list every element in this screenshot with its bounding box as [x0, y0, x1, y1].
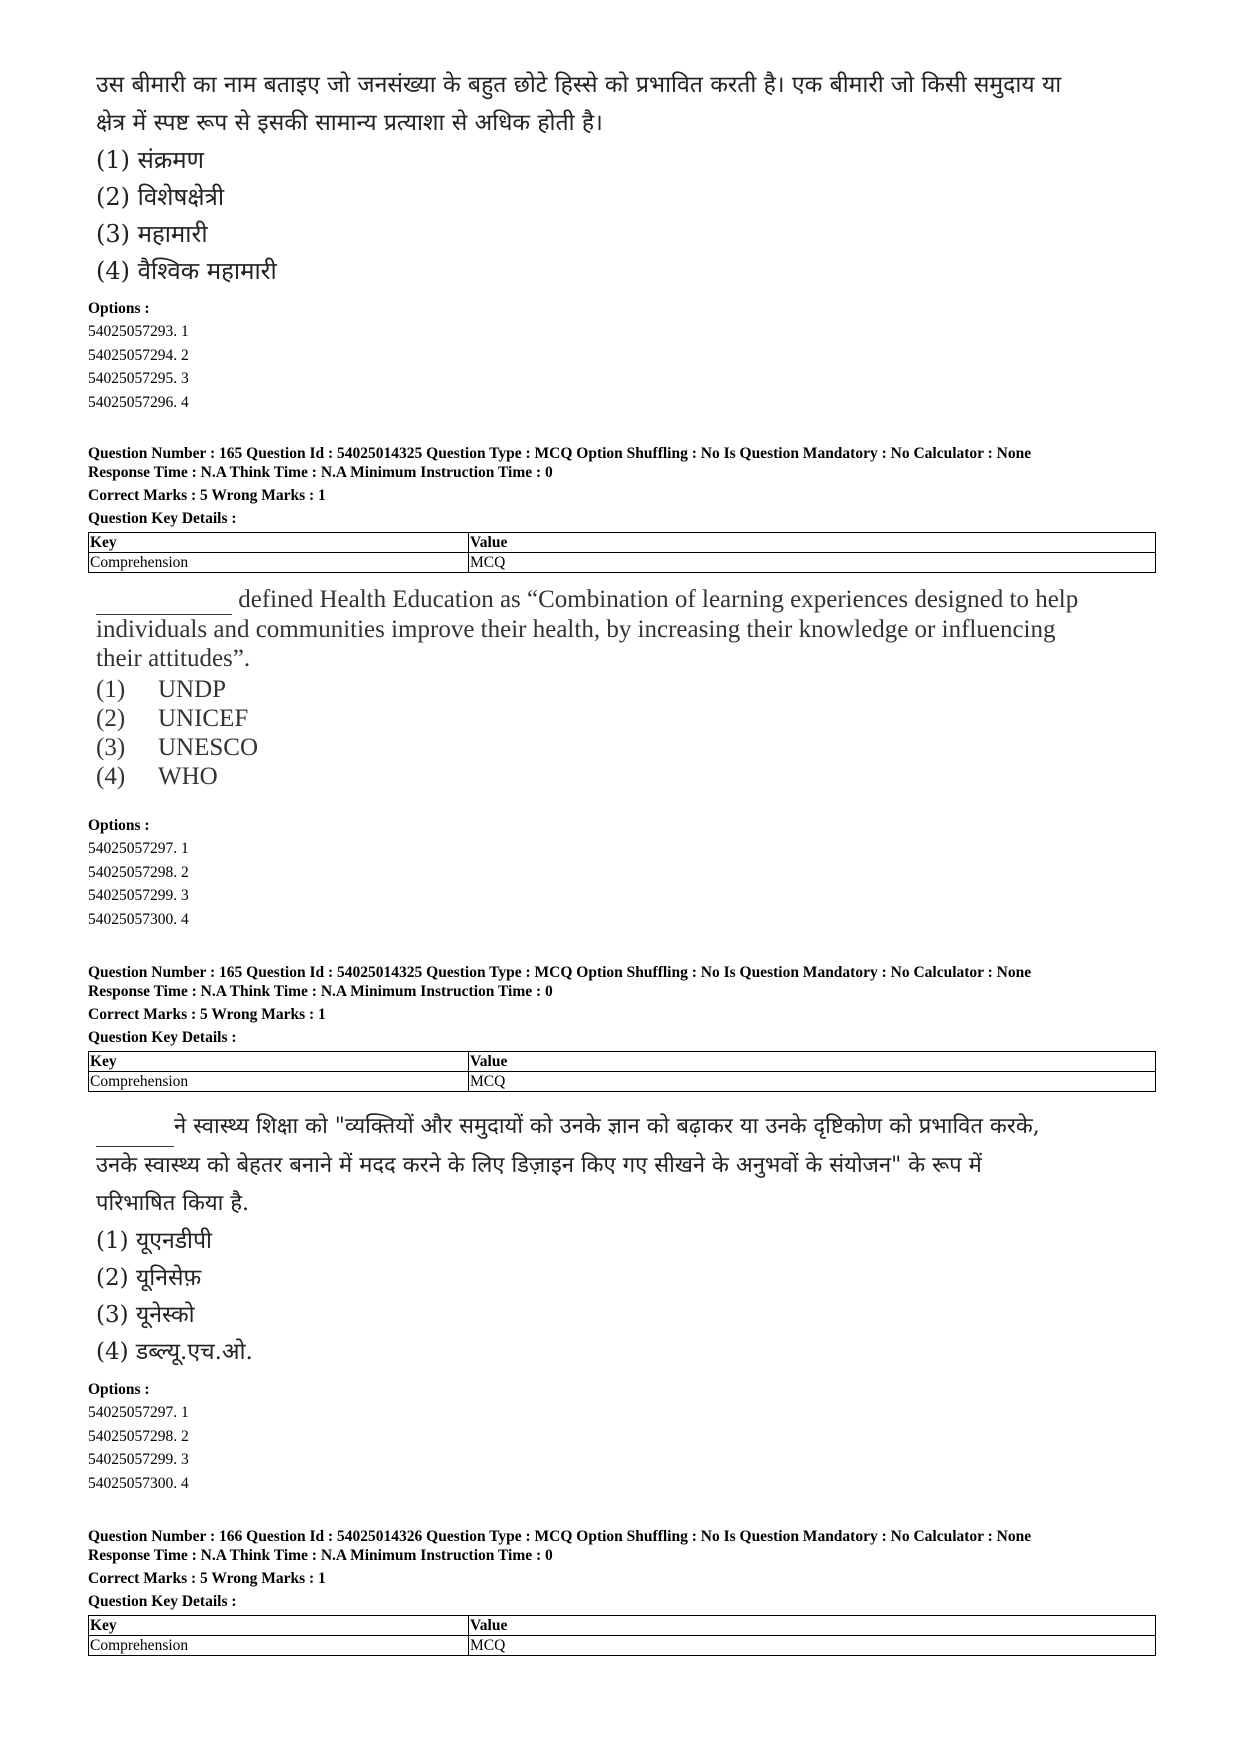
question-stem: उस बीमारी का नाम बताइए जो जनसंख्या के बहुत छोटे हिस्से को प्रभावित करती है। एक बीमारी जो किसी समुदाय या [96, 72, 1062, 98]
option-id: 54025057300. 4 [88, 1474, 189, 1492]
meta-line-2: Response Time : N.A Think Time : N.A Minimum Instruction Time : 0 [88, 983, 553, 1000]
q164-hindi-question [96, 66, 1166, 290]
options-label: Options : [88, 817, 150, 834]
question-stem: क्षेत्र में स्पष्ट रूप से इसकी सामान्य प्रत्याशा से अधिक होती है। [96, 110, 603, 136]
meta-line-1: Question Number : 165 Question Id : 54025014325 Question Type : MCQ Option Shuffling : No Is Question Mandatory : No Calculator : None [88, 964, 1032, 981]
meta-line-1: Question Number : 165 Question Id : 54025014325 Question Type : MCQ Option Shuffling : No Is Question Mandatory : No Calculator : None [88, 445, 1032, 462]
choice-3: (3) UNESCO [96, 734, 259, 761]
key-header: Key [89, 1616, 469, 1636]
key-details-label: Question Key Details : [88, 1593, 237, 1610]
key-value-table [88, 1051, 1156, 1092]
question-stem: परिभाषित किया है. [96, 1191, 250, 1216]
marks-line: Correct Marks : 5 Wrong Marks : 1 [88, 1006, 326, 1023]
options-block-3 [88, 1378, 1158, 1495]
option-id: 54025057300. 4 [88, 910, 189, 928]
option-id: 54025057298. 2 [88, 1427, 189, 1445]
value-header: Value [469, 1052, 1156, 1072]
q165-english-question [96, 585, 1166, 791]
question-meta-165-repeat [88, 963, 1158, 1092]
key-details-label: Question Key Details : [88, 1029, 237, 1046]
choice-3: (3) महामारी [96, 220, 208, 248]
meta-line-2: Response Time : N.A Think Time : N.A Minimum Instruction Time : 0 [88, 1547, 553, 1564]
key-value-table [88, 532, 1156, 573]
choice-4: (4) डब्ल्यू.एच.ओ. [96, 1339, 253, 1365]
value-header: Value [469, 1616, 1156, 1636]
choice-4: (4) WHO [96, 763, 218, 790]
value-cell: MCQ [469, 553, 1156, 573]
options-block-1 [88, 297, 1158, 414]
question-meta-166 [88, 1527, 1158, 1656]
fill-blank [96, 1108, 174, 1147]
marks-line: Correct Marks : 5 Wrong Marks : 1 [88, 1570, 326, 1587]
marks-line: Correct Marks : 5 Wrong Marks : 1 [88, 487, 326, 504]
choice-1: (1) UNDP [96, 676, 227, 703]
meta-line-2: Response Time : N.A Think Time : N.A Minimum Instruction Time : 0 [88, 464, 553, 481]
key-cell: Comprehension [89, 1636, 469, 1656]
choice-4: (4) वैश्विक महामारी [96, 257, 277, 285]
key-value-table [88, 1615, 1156, 1656]
option-id: 54025057295. 3 [88, 370, 189, 387]
q165-hindi-question [96, 1108, 1166, 1371]
key-header: Key [89, 533, 469, 553]
option-id: 54025057293. 1 [88, 323, 189, 340]
options-label: Options : [88, 300, 150, 317]
question-stem: their attitudes”. [96, 645, 251, 672]
choice-1: (1) यूएनडीपी [96, 1228, 212, 1254]
option-id: 54025057299. 3 [88, 887, 189, 904]
option-id: 54025057299. 3 [88, 1451, 189, 1468]
choice-1: (1) संक्रमण [96, 146, 204, 174]
option-id: 54025057296. 4 [88, 393, 189, 411]
value-header: Value [469, 533, 1156, 553]
options-block-2 [88, 814, 1158, 931]
question-stem: defined Health Education as “Combination of learning experiences designed to help [232, 586, 1079, 613]
value-cell: MCQ [469, 1636, 1156, 1656]
key-cell: Comprehension [89, 553, 469, 573]
meta-line-1: Question Number : 166 Question Id : 54025014326 Question Type : MCQ Option Shuffling : No Is Question Mandatory : No Calculator : None [88, 1528, 1032, 1545]
key-details-label: Question Key Details : [88, 510, 237, 527]
option-id: 54025057297. 1 [88, 1404, 189, 1421]
choice-2: (2) विशेषक्षेत्री [96, 183, 225, 211]
option-id: 54025057294. 2 [88, 346, 189, 364]
question-meta-165 [88, 444, 1158, 573]
key-cell: Comprehension [89, 1072, 469, 1092]
question-stem: ने स्वास्थ्य शिक्षा को "व्यक्तियों और समुदायों को उनके ज्ञान को बढ़ाकर या उनके दृष्टिकोण को प्रभावित करके, [174, 1114, 1040, 1139]
choice-3: (3) यूनेस्को [96, 1302, 195, 1328]
choice-2: (2) UNICEF [96, 705, 249, 732]
key-header: Key [89, 1052, 469, 1072]
choice-2: (2) यूनिसेफ़ [96, 1265, 202, 1291]
question-stem: individuals and communities improve their health, by increasing their knowledge or influencing [96, 616, 1056, 643]
options-label: Options : [88, 1381, 150, 1398]
option-id: 54025057298. 2 [88, 863, 189, 881]
fill-blank [96, 585, 232, 615]
question-stem: उनके स्वास्थ्य को बेहतर बनाने में मदद करने के लिए डिज़ाइन किए गए सीखने के अनुभवों के संयोजन" के रूप में [96, 1153, 982, 1178]
option-id: 54025057297. 1 [88, 840, 189, 857]
value-cell: MCQ [469, 1072, 1156, 1092]
